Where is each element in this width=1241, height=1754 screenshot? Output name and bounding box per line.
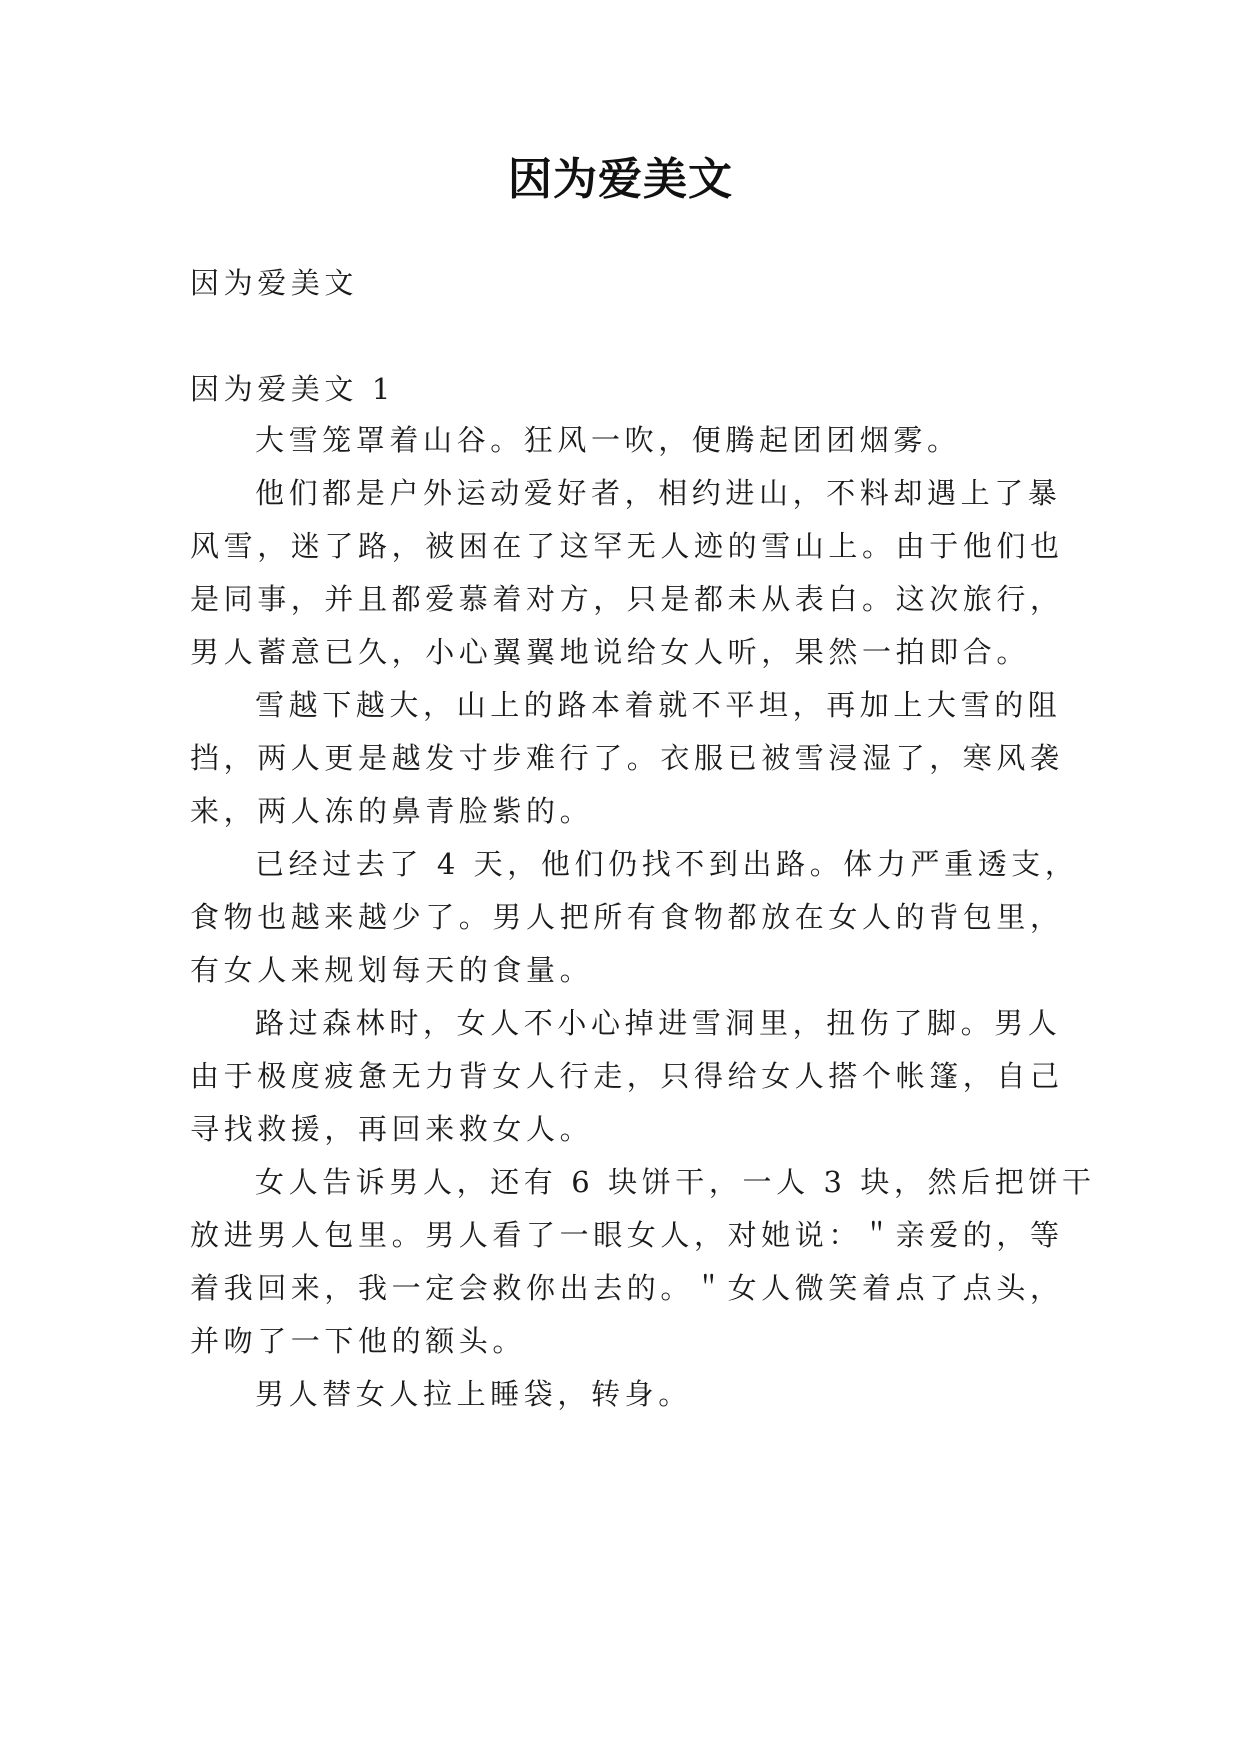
paragraph-line: 是同事，并且都爱慕着对方，只是都未从表白。这次旅行，: [190, 582, 1064, 616]
paragraph-line: 来，两人冻的鼻青脸紫的。: [190, 794, 594, 828]
paragraph-line: 风雪，迷了路，被困在了这罕无人迹的雪山上。由于他们也: [190, 529, 1064, 563]
paragraph-line: 他们都是户外运动爱好者，相约进山，不料却遇上了暴: [255, 476, 1062, 510]
paragraph-line: 已经过去了 4 天，他们仍找不到出路。体力严重透支，: [255, 847, 1079, 881]
paragraph-line: 着我回来，我一定会救你出去的。＂女人微笑着点了点头，: [190, 1271, 1064, 1305]
paragraph-line: 雪越下越大，山上的路本着就不平坦，再加上大雪的阻: [255, 688, 1062, 722]
paragraph-line: 挡，两人更是越发寸步难行了。衣服已被雪浸湿了，寒风袭: [190, 741, 1064, 775]
paragraph-line: 男人蓄意已久，小心翼翼地说给女人听，果然一拍即合。: [190, 635, 1031, 669]
paragraph-line: 男人替女人拉上睡袋，转身。: [255, 1377, 692, 1411]
paragraph-line: 食物也越来越少了。男人把所有食物都放在女人的背包里，: [190, 900, 1064, 934]
paragraph-line: 女人告诉男人，还有 6 块饼干，一人 3 块，然后把饼干: [255, 1165, 1096, 1199]
paragraph-line: 寻找救援，再回来救女人。: [190, 1112, 594, 1146]
paragraph-line: 路过森林时，女人不小心掉进雪洞里，扭伤了脚。男人: [255, 1006, 1062, 1040]
paragraph-line: 大雪笼罩着山谷。狂风一吹，便腾起团团烟雾。: [255, 423, 961, 457]
section-heading: 因为爱美文 1: [190, 372, 395, 406]
document-subtitle: 因为爱美文: [190, 266, 359, 300]
paragraph-line: 放进男人包里。男人看了一眼女人，对她说：＂亲爱的，等: [190, 1218, 1064, 1252]
paragraph-line: 由于极度疲惫无力背女人行走，只得给女人搭个帐篷，自己: [190, 1059, 1064, 1093]
document-title: 因为爱美文: [508, 154, 733, 205]
paragraph-line: 有女人来规划每天的食量。: [190, 953, 594, 987]
paragraph-line: 并吻了一下他的额头。: [190, 1324, 527, 1358]
